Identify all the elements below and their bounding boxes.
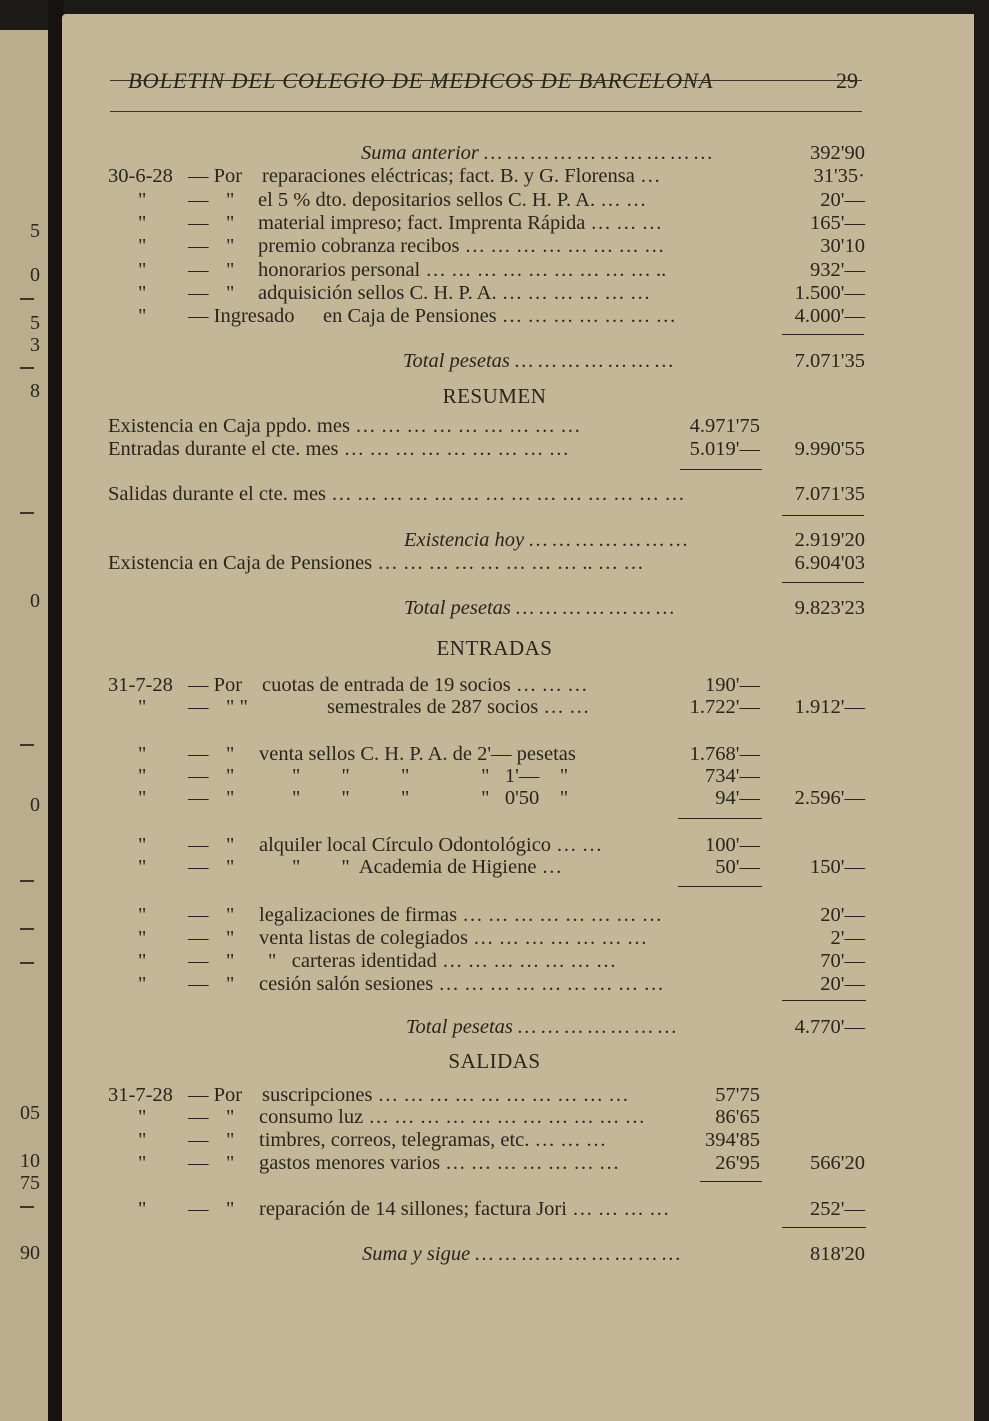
left-fragment: 05 xyxy=(20,1102,40,1124)
ditto-mark: " xyxy=(226,212,235,234)
entry-description: " " " " 0'50 " xyxy=(292,787,569,809)
ditto-mark: " xyxy=(226,834,235,856)
left-fragment: 75 xyxy=(20,1172,40,1194)
total-label: Total pesetas … … … … … … … xyxy=(403,350,674,372)
dash: — xyxy=(188,834,209,856)
total-value: 7.071'35 xyxy=(794,350,865,372)
entry-value: 94'— xyxy=(715,787,760,809)
entry-date: 30-6-28 xyxy=(108,165,173,187)
entry-value: 1.500'— xyxy=(794,282,865,304)
ditto-mark: " xyxy=(138,259,147,281)
dash: — xyxy=(188,696,209,718)
entry-value: 932'— xyxy=(810,259,865,281)
sum-rule xyxy=(782,515,864,516)
left-fragment: 90 xyxy=(20,1242,40,1264)
entry-description: en Caja de Pensiones … … … … … … … xyxy=(323,305,677,327)
ditto-mark: " xyxy=(138,927,147,949)
ditto-mark: " xyxy=(138,765,147,787)
ditto-mark: " xyxy=(138,950,147,972)
resumen-label: Entradas durante el cte. mes … … … … … … … … … xyxy=(108,438,570,460)
entry-prefix: — Por xyxy=(188,674,243,696)
entry-prefix: — Por xyxy=(188,1084,243,1106)
dash: — xyxy=(188,259,209,281)
entry-value: 57'75 xyxy=(715,1084,760,1106)
ditto-mark: " xyxy=(226,950,235,972)
entry-description: timbres, correos, telegramas, etc. … … … xyxy=(259,1129,607,1151)
ledger-row xyxy=(0,164,989,188)
dash: — xyxy=(188,973,209,995)
total-value: 9.823'23 xyxy=(794,597,865,619)
ditto-mark: " xyxy=(138,1129,147,1151)
entry-value: 70'— xyxy=(820,950,865,972)
ditto-mark: " xyxy=(226,856,235,878)
left-fragment: 0 xyxy=(30,590,40,612)
sum-rule xyxy=(782,1000,866,1001)
dash: — xyxy=(188,904,209,926)
entry-value: 190'— xyxy=(705,674,760,696)
ditto-mark: " xyxy=(138,189,147,211)
suma-anterior-value: 392'90 xyxy=(810,142,865,164)
page-header-title: BOLETIN DEL COLEGIO DE MEDICOS DE BARCELONA xyxy=(128,68,714,93)
dash: — xyxy=(188,235,209,257)
total-label: Total pesetas … … … … … … … xyxy=(404,597,675,619)
resumen-row xyxy=(0,414,989,438)
ditto-mark: " xyxy=(226,927,235,949)
ledger-row xyxy=(0,1197,989,1221)
ledger-row xyxy=(0,304,989,328)
ledger-row xyxy=(0,211,989,235)
ditto-mark: " xyxy=(138,904,147,926)
sum-rule xyxy=(782,1227,866,1228)
ditto-mark: " xyxy=(138,1198,147,1220)
left-rule xyxy=(20,880,34,882)
ditto-mark: " xyxy=(226,743,235,765)
entry-value: 394'85 xyxy=(705,1129,760,1151)
entry-description: gastos menores varios … … … … … … … xyxy=(259,1152,620,1174)
ledger-row xyxy=(0,855,989,879)
dash: — xyxy=(188,1198,209,1220)
ledger-row xyxy=(0,695,989,719)
ledger-row xyxy=(0,833,989,857)
resumen-row xyxy=(0,437,989,461)
section-title-resumen: RESUMEN xyxy=(442,384,547,408)
ditto-mark: " xyxy=(226,1129,235,1151)
entry-prefix: — Ingresado xyxy=(188,305,295,327)
entry-value: 165'— xyxy=(810,212,865,234)
ledger-row xyxy=(0,742,989,766)
left-fragment: 8 xyxy=(30,380,40,402)
entry-value: 26'95 xyxy=(715,1152,760,1174)
ledger-row xyxy=(0,188,989,212)
ditto-mark: " xyxy=(226,765,235,787)
ditto-mark: " xyxy=(138,696,147,718)
left-fragment: 0 xyxy=(30,264,40,286)
left-fragment: 3 xyxy=(30,334,40,356)
total-row xyxy=(0,349,989,373)
entry-description: reparaciones eléctricas; fact. B. y G. Florensa … xyxy=(262,165,661,187)
entry-description: cuotas de entrada de 19 socios … … … xyxy=(262,674,588,696)
resumen-label: Salidas durante el cte. mes … … … … … … … … … … … … … … xyxy=(108,483,685,505)
resumen-label: Existencia en Caja ppdo. mes … … … … … … … … … xyxy=(108,415,581,437)
ditto-mark: " " xyxy=(226,696,248,718)
sum-rule xyxy=(678,886,762,887)
left-fragment: 5 xyxy=(30,312,40,334)
entry-description: el 5 % dto. depositarios sellos C. H. P. A. … … xyxy=(258,189,647,211)
entry-value: 1.722'— xyxy=(689,696,760,718)
entry-value: 734'— xyxy=(705,765,760,787)
entry-value: 86'65 xyxy=(715,1106,760,1128)
dash: — xyxy=(188,787,209,809)
ditto-mark: " xyxy=(226,189,235,211)
ledger-row xyxy=(0,234,989,258)
total-row xyxy=(0,596,989,620)
entry-subtotal: 566'20 xyxy=(810,1152,865,1174)
ditto-mark: " xyxy=(138,1106,147,1128)
ditto-mark: " xyxy=(138,1152,147,1174)
dash: — xyxy=(188,1129,209,1151)
entry-description: premio cobranza recibos … … … … … … … … xyxy=(258,235,665,257)
ledger-row xyxy=(0,281,989,305)
ledger-row xyxy=(0,1151,989,1175)
ditto-mark: " xyxy=(226,787,235,809)
ledger-row xyxy=(0,972,989,996)
resumen-value: 6.904'03 xyxy=(794,552,865,574)
entry-description: material impreso; fact. Imprenta Rápida … … … xyxy=(258,212,663,234)
sum-rule xyxy=(680,469,762,470)
resumen-label: Existencia hoy … … … … … … … xyxy=(404,529,688,551)
total-row xyxy=(0,1015,989,1039)
dash: — xyxy=(188,927,209,949)
sum-rule xyxy=(782,582,864,583)
entry-value: 30'10 xyxy=(820,235,865,257)
entry-value: 31'35· xyxy=(813,165,865,187)
ditto-mark: " xyxy=(138,834,147,856)
suma-anterior-label: Suma anterior … … … … … … … … … … xyxy=(361,142,713,164)
ditto-mark: " xyxy=(138,212,147,234)
entry-value: 50'— xyxy=(715,856,760,878)
entry-date: 31-7-28 xyxy=(108,674,173,696)
ditto-mark: " xyxy=(138,305,147,327)
dash: — xyxy=(188,1152,209,1174)
entry-description: suscripciones … … … … … … … … … … xyxy=(262,1084,629,1106)
ledger-row xyxy=(0,673,989,697)
dash: — xyxy=(188,1106,209,1128)
entry-subtotal: 150'— xyxy=(810,856,865,878)
entry-subtotal: 1.912'— xyxy=(794,696,865,718)
ledger-row xyxy=(0,1105,989,1129)
entry-description: venta sellos C. H. P. A. de 2'— pesetas xyxy=(259,743,576,765)
entry-description: semestrales de 287 socios … … xyxy=(327,696,590,718)
total-label: Total pesetas … … … … … … … xyxy=(406,1016,677,1038)
ledger-row xyxy=(0,764,989,788)
left-fragment: 0 xyxy=(30,794,40,816)
entry-description: consumo luz … … … … … … … … … … … xyxy=(259,1106,646,1128)
ledger-row xyxy=(0,786,989,810)
entry-description: adquisición sellos C. H. P. A. … … … … … … xyxy=(258,282,651,304)
ledger-row xyxy=(0,1128,989,1152)
sum-rule xyxy=(678,818,762,819)
dash: — xyxy=(188,765,209,787)
dash: — xyxy=(188,950,209,972)
resumen-value: 2.919'20 xyxy=(794,529,865,551)
resumen-label: Existencia en Caja de Pensiones … … … … … … … … .. … … xyxy=(108,552,644,574)
ledger-row xyxy=(0,1083,989,1107)
suma-anterior-row xyxy=(0,141,989,165)
page-number: 29 xyxy=(836,68,858,93)
suma-sigue-row xyxy=(0,1242,989,1266)
resumen-row xyxy=(0,482,989,506)
ditto-mark: " xyxy=(226,1152,235,1174)
left-rule xyxy=(20,512,34,514)
resumen-row xyxy=(0,528,989,552)
entry-description: reparación de 14 sillones; factura Jori … … … … xyxy=(259,1198,670,1220)
sum-rule xyxy=(700,1181,762,1182)
ditto-mark: " xyxy=(226,235,235,257)
entry-value: 1.768'— xyxy=(689,743,760,765)
entry-description: cesión salón sesiones … … … … … … … … … xyxy=(259,973,664,995)
ditto-mark: " xyxy=(226,259,235,281)
resumen-value: 7.071'35 xyxy=(794,483,865,505)
ditto-mark: " xyxy=(138,787,147,809)
ditto-mark: " xyxy=(226,1198,235,1220)
entry-value: 20'— xyxy=(820,189,865,211)
total-value: 4.770'— xyxy=(794,1016,865,1038)
left-fragment: 5 xyxy=(30,220,40,242)
header-bottom-rule xyxy=(110,111,862,112)
entry-description: " " " " 1'— " xyxy=(292,765,569,787)
dash: — xyxy=(188,282,209,304)
entry-subtotal: 2.596'— xyxy=(794,787,865,809)
entry-value: 4.000'— xyxy=(794,305,865,327)
ditto-mark: " xyxy=(226,973,235,995)
suma-sigue-value: 818'20 xyxy=(810,1243,865,1265)
ditto-mark: " xyxy=(138,973,147,995)
entry-description: " carteras identidad … … … … … … … xyxy=(268,950,617,972)
ledger-row xyxy=(0,258,989,282)
entry-value: 252'— xyxy=(810,1198,865,1220)
ditto-mark: " xyxy=(226,282,235,304)
dash: — xyxy=(188,856,209,878)
ditto-mark: " xyxy=(226,904,235,926)
resumen-row xyxy=(0,551,989,575)
resumen-total: 9.990'55 xyxy=(794,438,865,460)
resumen-value: 4.971'75 xyxy=(689,415,760,437)
entry-value: 20'— xyxy=(820,904,865,926)
ledger-row xyxy=(0,903,989,927)
dash: — xyxy=(188,743,209,765)
entry-description: alquiler local Círculo Odontológico … … xyxy=(259,834,603,856)
entry-description: venta listas de colegiados … … … … … … … xyxy=(259,927,648,949)
entry-value: 2'— xyxy=(830,927,865,949)
ditto-mark: " xyxy=(138,282,147,304)
entry-description: legalizaciones de firmas … … … … … … … … xyxy=(259,904,663,926)
suma-sigue-label: Suma y sigue … … … … … … … … … xyxy=(362,1243,681,1265)
ditto-mark: " xyxy=(138,743,147,765)
ledger-row xyxy=(0,949,989,973)
ledger-row xyxy=(0,926,989,950)
entry-value: 100'— xyxy=(705,834,760,856)
entry-description: " " Academia de Higiene … xyxy=(292,856,563,878)
section-title-salidas: SALIDAS xyxy=(448,1049,541,1073)
entry-date: 31-7-28 xyxy=(108,1084,173,1106)
ditto-mark: " xyxy=(226,1106,235,1128)
dash: — xyxy=(188,189,209,211)
resumen-value: 5.019'— xyxy=(689,438,760,460)
ditto-mark: " xyxy=(138,856,147,878)
entry-value: 20'— xyxy=(820,973,865,995)
entry-description: honorarios personal … … … … … … … … … .. xyxy=(258,259,667,281)
ditto-mark: " xyxy=(138,235,147,257)
entry-prefix: — Por xyxy=(188,165,243,187)
section-title-entradas: ENTRADAS xyxy=(436,636,553,660)
left-fragment: 10 xyxy=(20,1150,40,1172)
dash: — xyxy=(188,212,209,234)
sum-rule xyxy=(782,334,864,335)
